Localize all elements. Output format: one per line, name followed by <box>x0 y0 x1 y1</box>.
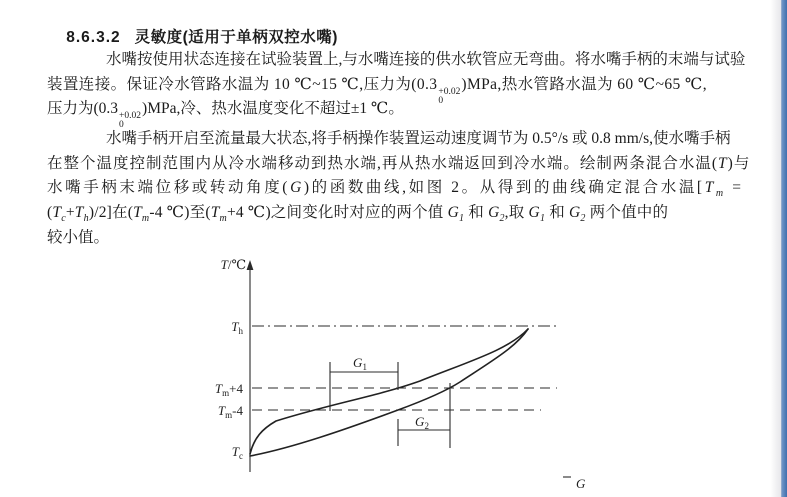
y-axis-arrow-icon <box>247 260 254 270</box>
tick-label-tc: $T_c$ <box>231 444 243 461</box>
text-line: 较小值。 <box>47 228 110 246</box>
body-paragraphs <box>47 48 751 251</box>
text-line: 水嘴按使用状态连接在试验装置上,与水嘴连接的供水软管应无弯曲。将水嘴手柄的末端与试验 <box>106 51 746 68</box>
y-axis-label: T/℃ <box>220 257 246 272</box>
text-line: 在整个温度控制范围内从冷水端移动到热水端,再从热水端返回到冷水端。绘制两条混合水温(T)与 <box>47 154 751 172</box>
text-line: 水嘴手柄开启至流量最大状态,将手柄操作装置运动速度调节为 0.5°/s 或 0.8 mm/s,使水嘴手柄 <box>106 130 731 148</box>
text-line: 压力为(0.3 +0.02 0 )MPa,冷、热水温度变化不超过±1 ℃。 <box>47 100 404 131</box>
curve-lower <box>250 329 528 456</box>
section-number: 8.6.3.2 <box>66 29 121 46</box>
tick-label-tm-plus4: $T_m+4$ <box>214 381 243 398</box>
paragraph <box>47 127 751 250</box>
figure-axes <box>250 268 571 477</box>
text-line: 装置连接。保证冷水管路水温为 10 ℃~15 ℃,压力为(0.3 +0.02 0 )MPa,热水管路水温为 60 ℃~65 ℃, <box>47 75 707 106</box>
x-axis-label: G <box>576 476 586 491</box>
tick-label-tm-minus4: $T_m-4$ <box>217 403 243 420</box>
paragraph <box>47 48 746 131</box>
text-line: $(T_c+T_h)/2$]在($T_m-4$ ℃)至($T_m+4$ ℃)之间变化时对应的两个值 $G_1$ 和 $G_2$,取 $G_1$ 和 $G_2$ 两个值中的 <box>47 204 669 225</box>
figure-2-sensitivity-chart <box>195 253 595 497</box>
tick-label-th: $T_h$ <box>231 319 243 336</box>
window-edge-bar <box>781 0 787 497</box>
g2-annotation-label: $G_2$ <box>415 414 429 431</box>
curve-upper <box>250 329 528 454</box>
section-title: 灵敏度(适用于单柄双控水嘴) <box>134 29 338 46</box>
text-line: 水嘴手柄末端位移或转动角度(G)的函数曲线,如图 2。从得到的曲线确定混合水温[$T_m$ = <box>47 179 744 200</box>
g1-annotation-label: $G_1$ <box>353 355 367 372</box>
tolerance-sup-sub: +0.02 0 <box>438 86 461 106</box>
temperature-curves <box>250 329 528 456</box>
tolerance-sup-sub: +0.02 0 <box>119 111 142 131</box>
